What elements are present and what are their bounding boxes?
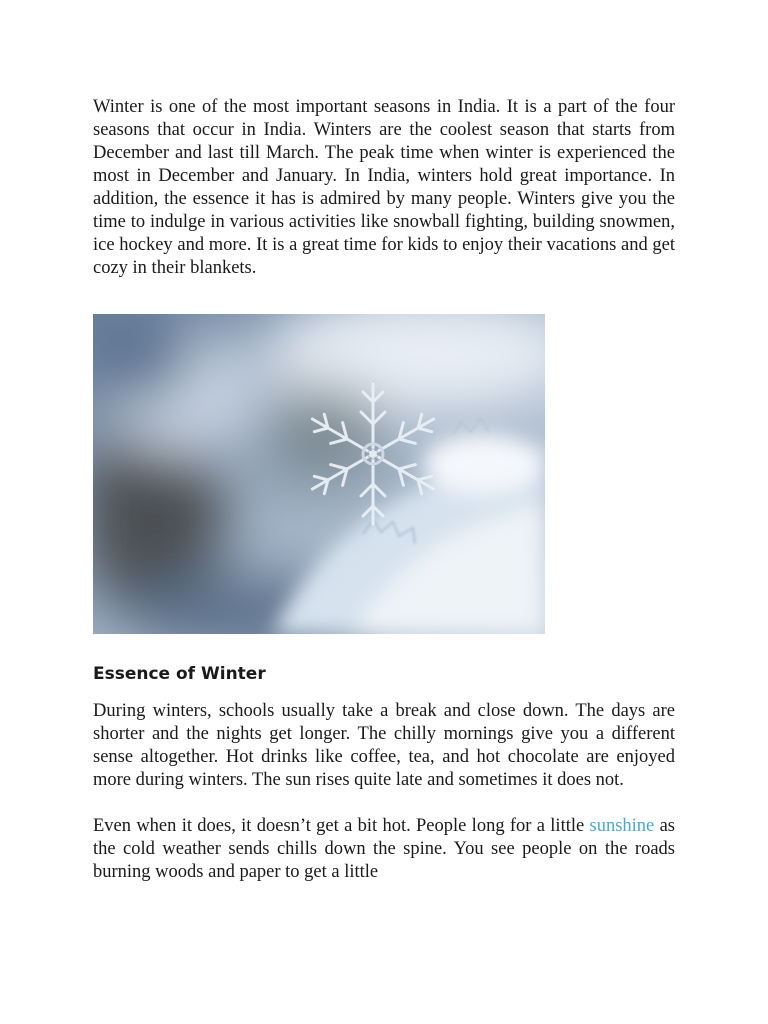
document-page — [93, 96, 675, 884]
snowflake-photo — [93, 314, 545, 634]
paragraph-3-text-after-link: as the cold weather sends chills down the spine. You see people on the roads burning woods and paper to get a little — [93, 816, 675, 882]
paragraph-3-text-before-link: Even when it does, it doesn’t get a bit hot. People long for a little — [93, 816, 590, 836]
intro-paragraph: Winter is one of the most important seasons in India. It is a part of the four seasons that occur in India. Winters are the coolest season that starts from December and last till March. The peak time when winter is experienced the most in December and January. In India, winters hold great importance. In addition, the essence it has is admired by many people. Winters give you the time to indulge in various activities like snowball fighting, building snowmen, ice hockey and more. It is a great time for kids to enjoy their vacations and get cozy in their blankets. — [93, 97, 675, 278]
sunshine-link[interactable]: sunshine — [589, 816, 655, 836]
paragraph-3 — [93, 815, 675, 884]
section-heading: Essence of Winter — [93, 664, 266, 684]
paragraph-2: During winters, schools usually take a break and close down. The days are shorter and the nights get longer. The chilly mornings give you a different sense altogether. Hot drinks like coffee, tea, and hot chocolate are enjoyed more during winters. The sun rises quite late and sometimes it does not. — [93, 701, 675, 790]
